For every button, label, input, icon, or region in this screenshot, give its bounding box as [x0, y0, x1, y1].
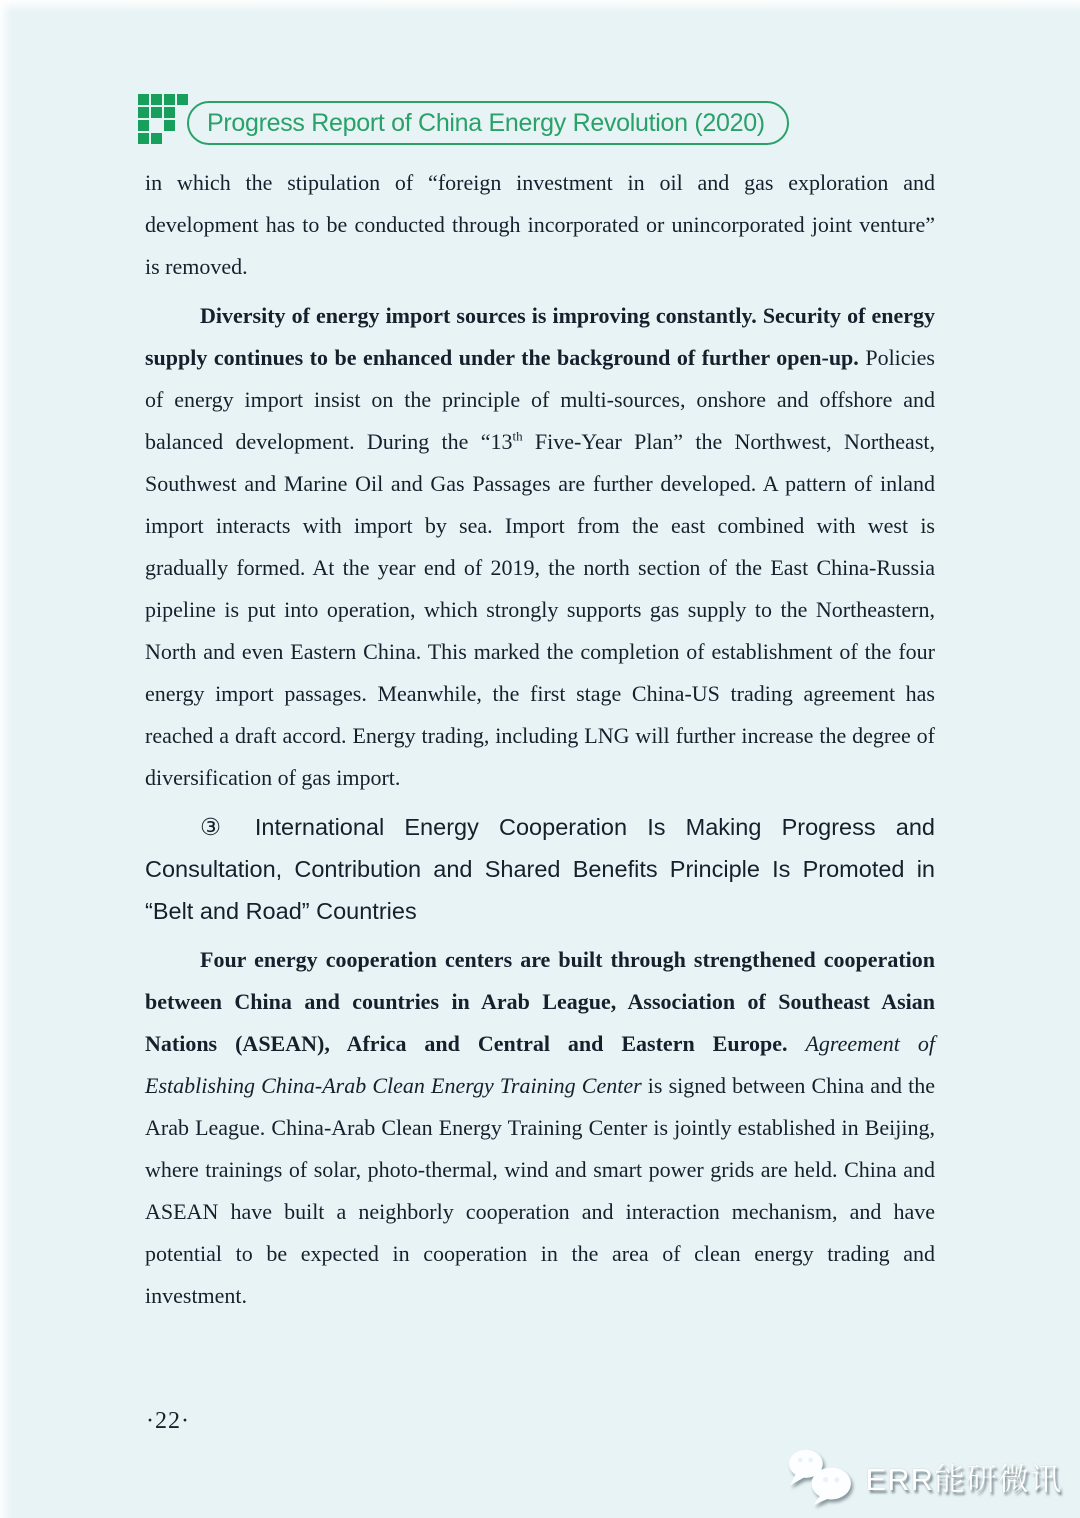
pixel-mosaic-logo: [138, 94, 188, 144]
logo-cell: [164, 120, 175, 131]
logo-cell: [164, 107, 175, 118]
paragraph-foreign-investment: [145, 162, 935, 288]
logo-cell: [138, 94, 149, 105]
watermark-text: ERR能研微讯: [865, 1461, 1062, 1497]
report-title-badge: [187, 101, 789, 145]
wechat-icon: [784, 1446, 856, 1506]
logo-cell: [138, 107, 149, 118]
text-run-normal: ③ International Energy Cooperation Is Making Progress and Consultation, Contribution and Shared Benefits Principle Is Promoted in “Belt and Road” Countries: [145, 814, 935, 924]
scan-edge-top: [0, 0, 1080, 13]
text-run-superscript: th: [512, 428, 523, 444]
logo-cell: [151, 94, 162, 105]
header-band: [187, 101, 932, 145]
paragraph-four-energy-cooperation-centers: [145, 939, 935, 1317]
text-run-normal: is signed between China and the Arab League. China-Arab Clean Energy Training Center is jointly established in Beijing, where trainings of solar, photo-thermal, wind and smart power grids are held. China and ASEAN have built a neighborly cooperation and interaction mechanism, and have potential to be expected in cooperation in the area of clean energy trading and investment.: [145, 1073, 935, 1308]
watermark: [784, 1446, 1062, 1506]
text-run-italic: Agreement of Establishing China-Arab Clean Energy Training Center: [145, 1031, 936, 1098]
heading-international-energy-cooperation: [145, 806, 935, 932]
logo-cell: [151, 133, 162, 144]
logo-cell: [151, 107, 162, 118]
body-paragraphs: [145, 162, 935, 1324]
page-number: ·22·: [146, 1408, 190, 1434]
logo-cell: [151, 120, 162, 131]
scan-edge-left: [0, 0, 12, 1518]
text-run-bold: Diversity of energy import sources is improving constantly. Security of energy supply continues to be enhanced under the background of further open-up.: [145, 303, 935, 370]
logo-cell: [164, 94, 175, 105]
report-title: Progress Report of China Energy Revolution (2020): [207, 108, 765, 137]
logo-cell: [138, 133, 149, 144]
text-run-bold: Four energy cooperation centers are built through strengthened cooperation between China and countries in Arab League, Association of Southeast Asian Nations (ASEAN), Africa and Central and Eastern Europe.: [145, 947, 935, 1056]
paragraph-energy-import-diversity: [145, 295, 935, 799]
text-run-normal: Policies of energy import insist on the principle of multi-sources, onshore and offshore and balanced development. During the “13: [145, 345, 935, 454]
logo-cell: [138, 120, 149, 131]
text-run-normal: Five-Year Plan” the Northwest, Northeast, Southwest and Marine Oil and Gas Passages are further developed. A pattern of inland import interacts with import by sea. Import from the east combined with west is gradually formed. At the year end of 2019, the north section of the East China-Russia pipeline is put into operation, which strongly supports gas supply to the Northeastern, North and even Eastern China. This marked the completion of establishment of the four energy import passages. Meanwhile, the first stage China-US trading agreement has reached a draft accord. Energy trading, including LNG will further increase the degree of diversification of gas import.: [145, 429, 935, 790]
logo-cell: [164, 133, 175, 144]
text-run-normal: in which the stipulation of “foreign investment in oil and gas exploration and development has to be conducted through incorporated or unincorporated joint venture” is removed.: [145, 170, 935, 279]
